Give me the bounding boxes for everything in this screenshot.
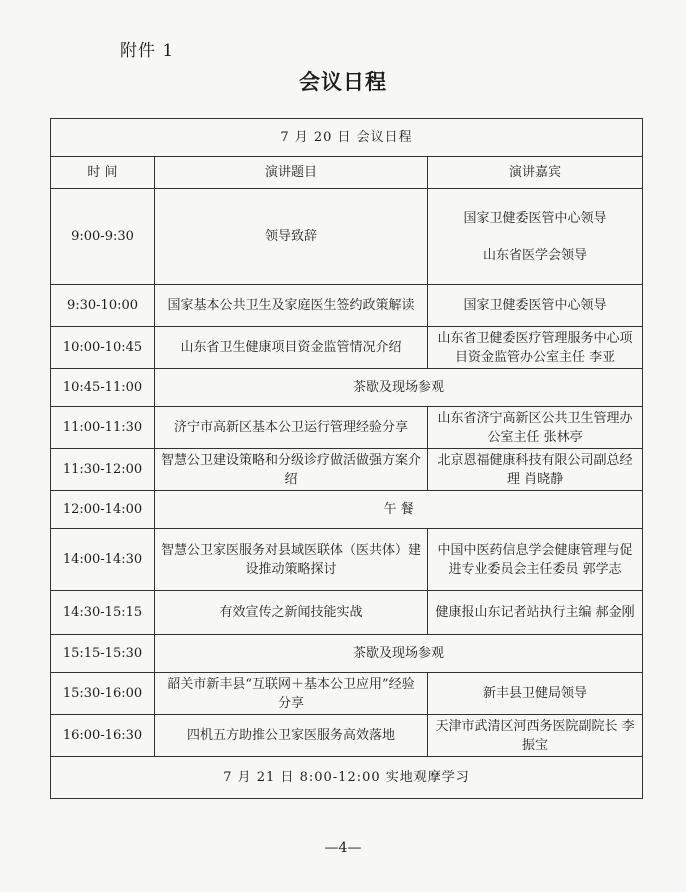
time-cell: 10:45-11:00 xyxy=(51,369,155,407)
time-cell: 14:00-14:30 xyxy=(51,529,155,591)
topic-cell: 国家基本公共卫生及家庭医生签约政策解读 xyxy=(155,285,428,327)
speaker-cell: 新丰县卫健局领导 xyxy=(428,673,643,715)
time-cell: 15:30-16:00 xyxy=(51,673,155,715)
time-cell: 11:30-12:00 xyxy=(51,449,155,491)
table-row xyxy=(51,449,643,491)
day2-row xyxy=(51,757,643,799)
table-row xyxy=(51,327,643,369)
table-row xyxy=(51,715,643,757)
table-row xyxy=(51,285,643,327)
day1-header: 7 月 20 日 会议日程 xyxy=(51,119,643,157)
table-row xyxy=(51,673,643,715)
time-cell: 9:30-10:00 xyxy=(51,285,155,327)
speaker-cell xyxy=(428,189,643,285)
speaker-cell: 山东省卫健委医疗管理服务中心项目资金监管办公室主任 李亚 xyxy=(428,327,643,369)
column-header-topic: 演讲题目 xyxy=(155,157,428,189)
break-row xyxy=(51,635,643,673)
document-title: 会议日程 xyxy=(299,69,387,94)
topic-cell: 有效宣传之新闻技能实战 xyxy=(155,591,428,635)
speaker-cell: 中国中医药信息学会健康管理与促进专业委员会主任委员 郭学志 xyxy=(428,529,643,591)
time-cell: 15:15-15:30 xyxy=(51,635,155,673)
attachment-label: 附件 1 xyxy=(120,41,175,61)
schedule-table xyxy=(50,118,643,799)
table-row xyxy=(51,591,643,635)
day1-header-row xyxy=(51,119,643,157)
day2-activity: 7 月 21 日 8:00-12:00 实地观摩学习 xyxy=(51,757,643,799)
topic-cell: 山东省卫生健康项目资金监管情况介绍 xyxy=(155,327,428,369)
time-cell: 16:00-16:30 xyxy=(51,715,155,757)
column-header-time: 时 间 xyxy=(51,157,155,189)
speaker-line: 山东省医学会领导 xyxy=(483,247,588,263)
column-header-row xyxy=(51,157,643,189)
time-cell: 11:00-11:30 xyxy=(51,407,155,449)
topic-cell: 领导致辞 xyxy=(155,189,428,285)
speaker-line: 国家卫健委医管中心领导 xyxy=(463,210,607,226)
activity-cell: 午 餐 xyxy=(155,491,643,529)
break-row xyxy=(51,369,643,407)
speaker-cell: 国家卫健委医管中心领导 xyxy=(428,285,643,327)
column-header-speaker: 演讲嘉宾 xyxy=(428,157,643,189)
page-number: —4— xyxy=(324,840,362,856)
table-row xyxy=(51,189,643,285)
time-cell: 9:00-9:30 xyxy=(51,189,155,285)
time-cell: 12:00-14:00 xyxy=(51,491,155,529)
activity-cell: 茶歇及现场参观 xyxy=(155,635,643,673)
activity-cell: 茶歇及现场参观 xyxy=(155,369,643,407)
speaker-cell: 天津市武清区河西务医院副院长 李振宝 xyxy=(428,715,643,757)
topic-cell: 济宁市高新区基本公卫运行管理经验分享 xyxy=(155,407,428,449)
table-row xyxy=(51,529,643,591)
topic-cell: 智慧公卫家医服务对县域医联体（医共体）建设推动策略探讨 xyxy=(155,529,428,591)
topic-cell: 四机五方助推公卫家医服务高效落地 xyxy=(155,715,428,757)
lunch-row xyxy=(51,491,643,529)
time-cell: 14:30-15:15 xyxy=(51,591,155,635)
topic-cell: 韶关市新丰县“互联网＋基本公卫应用”经验分享 xyxy=(155,673,428,715)
topic-cell: 智慧公卫建设策略和分级诊疗做活做强方案介绍 xyxy=(155,449,428,491)
speaker-cell: 健康报山东记者站执行主编 郝金刚 xyxy=(428,591,643,635)
table-row xyxy=(51,407,643,449)
time-cell: 10:00-10:45 xyxy=(51,327,155,369)
speaker-cell: 北京恩福健康科技有限公司副总经理 肖晓静 xyxy=(428,449,643,491)
speaker-cell: 山东省济宁高新区公共卫生管理办公室主任 张林亭 xyxy=(428,407,643,449)
